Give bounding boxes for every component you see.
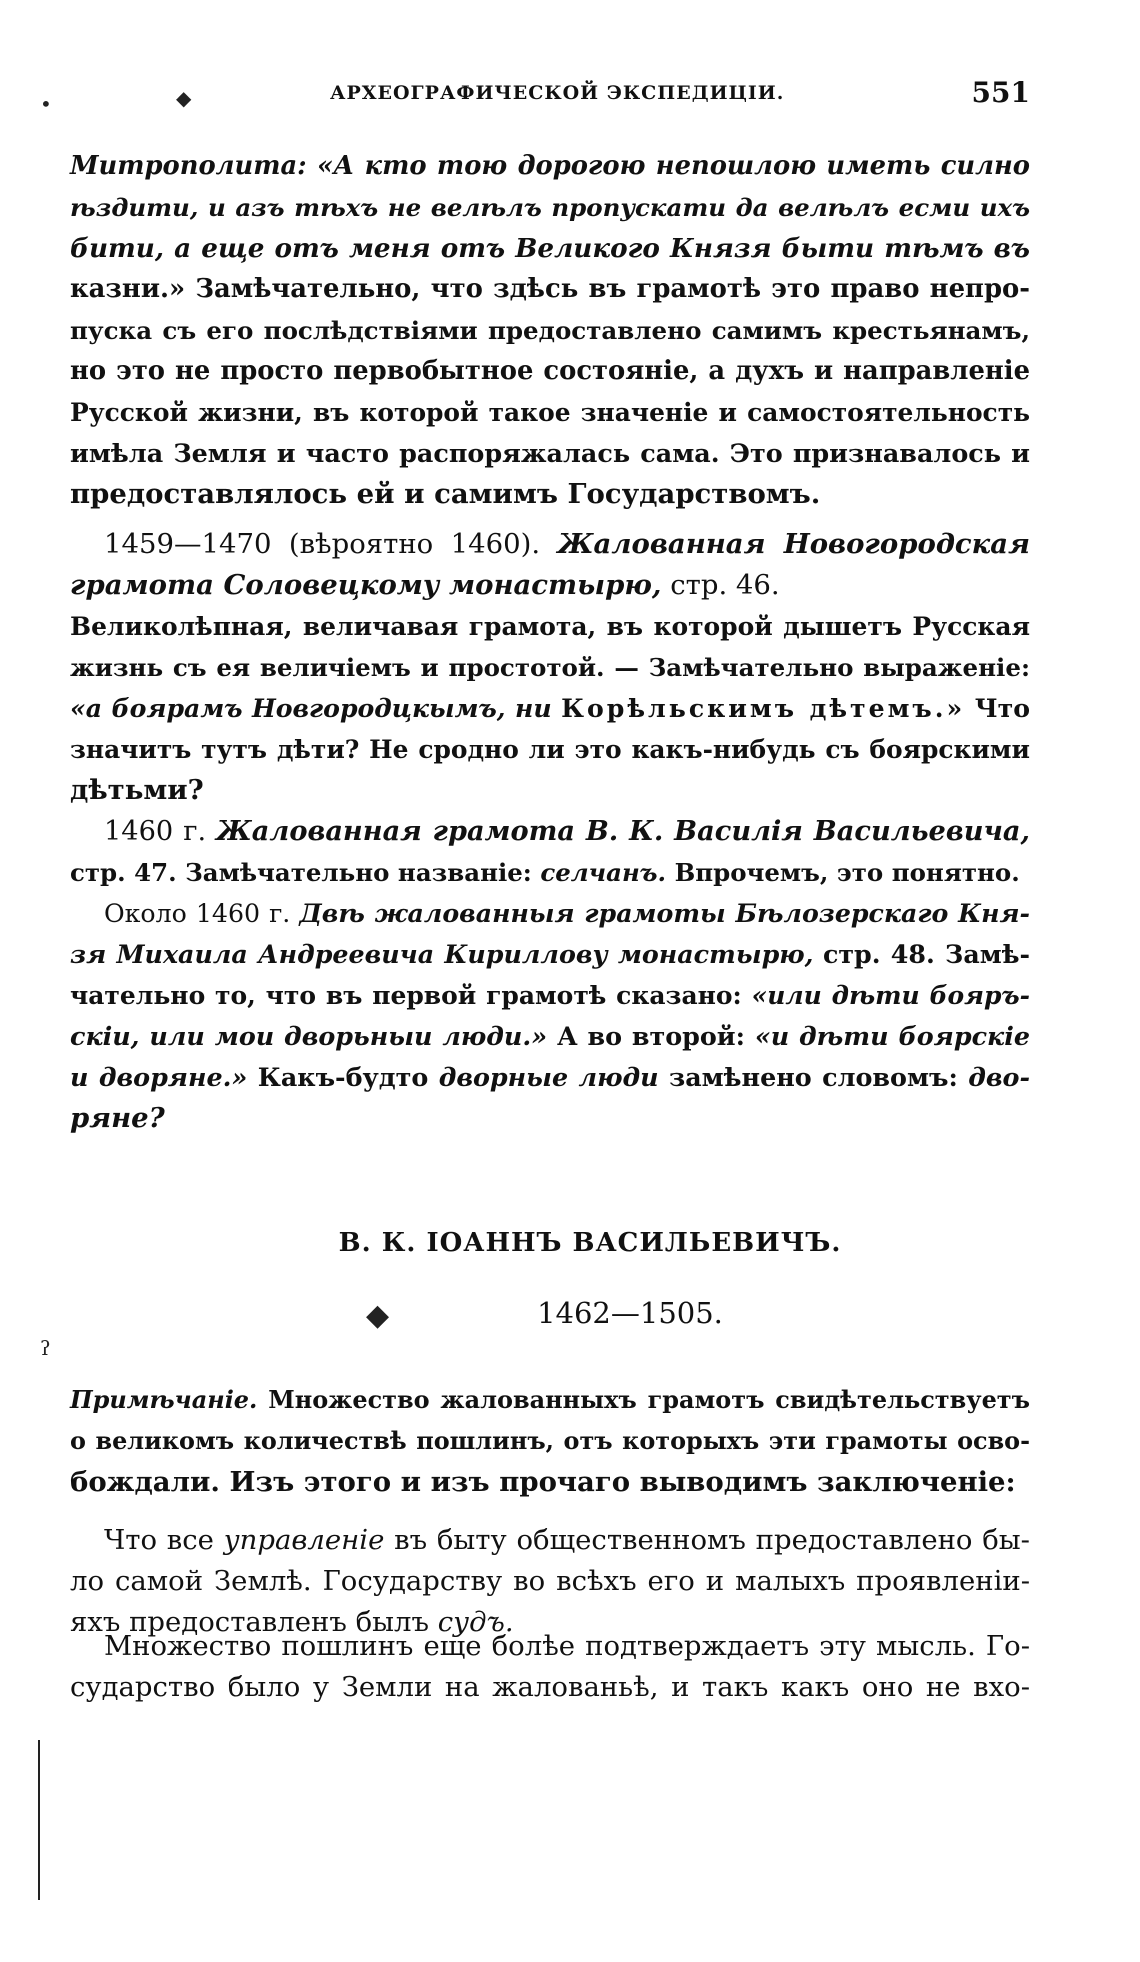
text-line: бождали. Изъ этого и изъ прочаго выводимъ заключеніе: [70,1466,1016,1498]
term: судъ. [437,1606,514,1638]
text: яхъ предоставленъ былъ [70,1606,430,1638]
text-line [70,524,1030,565]
text: А во второй: [556,1021,745,1051]
text: замѣнено словомъ: [669,1062,958,1092]
text: Какъ-будто [257,1062,429,1092]
paragraph-conclusion [70,1520,1030,1643]
entry-title: Двѣ жалованныя грамоты Бѣлозерскаго Кня- [299,898,1030,928]
entry-date: 1460 г. [104,816,207,847]
text-line [70,688,1030,729]
entry-date: Около 1460 г. [104,899,291,928]
text-line: Митрополита: «А кто тою дорогою непошлою иметь силно [70,151,1030,181]
paragraph-metropolitan-quote [70,146,1030,515]
text-line: предоставлялось ей и самимъ Государствомъ. [70,478,821,510]
entry-1459-1470 [70,524,1030,606]
text-line [70,1016,1030,1057]
text-line [70,811,1030,852]
entry-1460 [70,811,1030,893]
margin-mark: ʔ [40,1336,51,1360]
text-line: ряне? [70,1102,165,1134]
text-line: но это не просто первобытное состояніе, а духъ и направленіе [70,356,1030,386]
paragraph-duties [70,1626,1030,1708]
term: дво- [968,1062,1030,1092]
text-line: бити, а еще отъ меня отъ Великого Князя быти тѣмъ въ [70,233,1030,264]
text: Впрочемъ, это понятно. [674,858,1020,887]
quote: «или дѣти бояръ- [751,981,1030,1010]
entry-title: зя Михаила Андреевича Кириллову монастырю, [70,939,814,969]
section-title: В. К. ІОАННЪ ВАСИЛЬЕВИЧЪ. [338,1228,842,1258]
term: селчанъ. [540,858,667,887]
entry-title: грамота Соловецкому монастырю, [70,569,662,601]
text-line: ѣздити, и азъ тѣхъ не велѣлъ пропускати да велѣлъ есми ихъ [70,193,1030,222]
text-line: дѣтьми? [70,774,204,806]
margin-dot: • [40,92,52,116]
text-line: имѣла Земля и часто распоряжалась сама. Это признавалось и [70,438,1030,468]
text-line [70,975,1030,1016]
paragraph-note [70,1380,1030,1503]
text-line [70,565,1030,606]
text-line: сударство было у Земли на жалованьѣ, и такъ какъ оно не вхо- [70,1671,1030,1703]
quote: скіи, или мои дворьныи люди.» [70,1021,548,1051]
quote: «и дѣти боярскіе [754,1021,1030,1051]
text-line [70,852,1030,893]
entry-title: Жалованная грамота В. К. Василія Васильевича, [216,815,1030,847]
text-line [70,1520,1030,1561]
entry-date: 1459—1470 (вѣроятно 1460). [104,528,541,560]
text-line: Великолѣпная, величавая грамота, въ которой дышетъ Русская [70,612,1030,641]
paragraph-grant-commentary [70,606,1030,811]
text-line [70,1057,1030,1098]
quote: «а боярамъ Новгородцкымъ, ни [70,693,552,723]
text-line: о великомъ количествѣ пошлинъ, отъ которыхъ эти грамоты осво- [70,1427,1030,1455]
text-line: пуска съ его послѣдствіями предоставлено самимъ крестьянамъ, [70,316,1030,345]
page-header [330,76,1030,116]
word: Что [974,693,1030,723]
text-line: казни.» Замѣчательно, что здѣсь въ грамотѣ это право непро- [70,274,1030,304]
text-line [70,893,1030,934]
margin-dot: ◆ [176,86,192,110]
margin-rule [38,1740,40,1900]
entry-title: Жалованная Новогородская [557,528,1030,560]
text-line [70,1380,1030,1421]
text: стр. 47. Замѣчательно названіе: [70,858,532,887]
ink-blot: ◆ [366,1298,390,1333]
entry-circa-1460 [70,893,1030,1139]
note-label: Примѣчаніе. [70,1386,258,1414]
quote: и дворяне.» [70,1062,248,1092]
text-line: Множество пошлинъ еще болѣе подтверждаетъ эту мысль. Го- [104,1630,1030,1662]
quote-spaced: Корѣльскимъ дѣтемъ.» [561,693,966,723]
text-line: жизнь съ ея величіемъ и простотой. — Замѣчательно выраженіе: [70,653,1030,682]
text: стр. 48. Замѣ- [822,939,1031,969]
text: Множество жалованныхъ грамотъ свидѣтельствуетъ [268,1386,1030,1414]
text: въ быту общественномъ предоставлено бы- [394,1524,1030,1556]
text-line: ло самой Землѣ. Государству во всѣхъ его и малыхъ проявленіи- [70,1565,1030,1597]
text-line [70,934,1030,975]
text: Что все [104,1524,214,1556]
section-years: 1462—1505. [537,1296,723,1330]
term: дворные люди [438,1062,659,1092]
text-line: Русской жизни, въ которой такое значеніе и самостоятельность [70,398,1030,427]
entry-ref: стр. 46. [670,569,780,601]
running-title: АРХЕОГРАФИЧЕСКОЙ ЭКСПЕДИЦІИ. [330,82,785,104]
text: чательно то, что въ первой грамотѣ сказано: [70,981,742,1010]
text-line: значитъ тутъ дѣти? Не сродно ли это какъ-нибудь съ боярскими [70,735,1030,764]
page-number: 551 [971,76,1030,109]
term: управленіе [223,1524,385,1556]
